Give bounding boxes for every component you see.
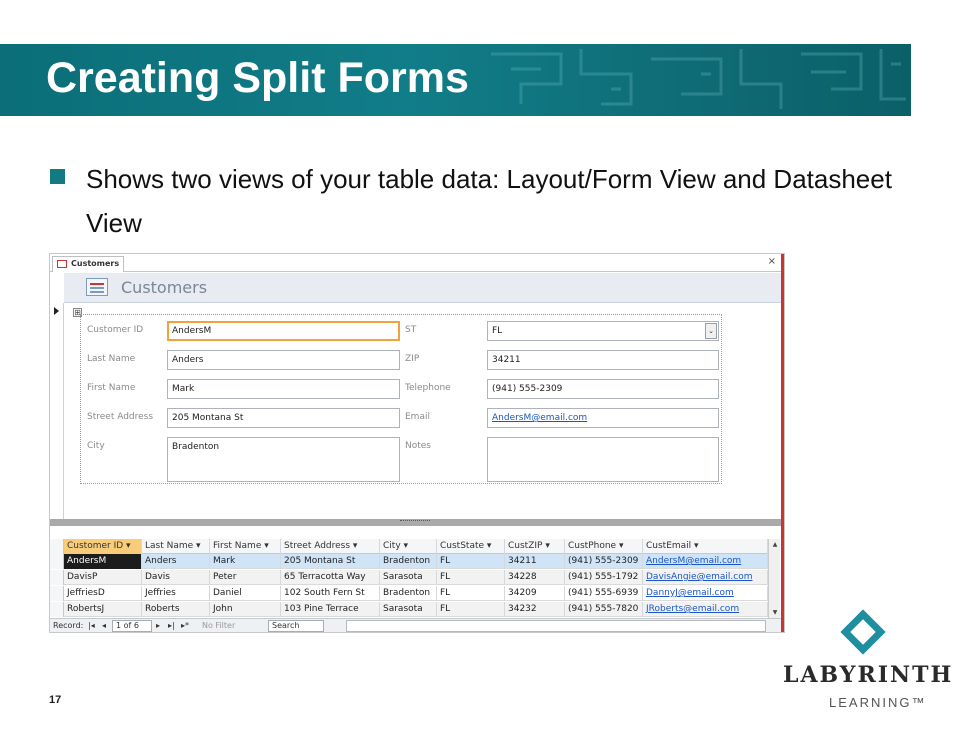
city-label: City	[87, 441, 105, 451]
row-selector[interactable]	[50, 586, 64, 601]
email-field[interactable]: AndersM@email.com	[487, 408, 719, 428]
column-header[interactable]: Last Name ▾	[142, 539, 210, 554]
select-all-cell[interactable]	[50, 539, 64, 554]
table-cell[interactable]: 65 Terracotta Way	[281, 570, 380, 585]
table-cell[interactable]: JRoberts@email.com	[643, 602, 768, 617]
last-name-field[interactable]: Anders	[167, 350, 400, 370]
close-icon[interactable]: ×	[767, 256, 776, 267]
email-label: Email	[405, 412, 430, 422]
labyrinth-diamond-logo-icon	[840, 609, 885, 654]
table-cell[interactable]: RobertsJ	[64, 602, 142, 617]
previous-record-icon[interactable]: ◂	[102, 621, 107, 630]
search-box[interactable]: Search	[268, 620, 324, 632]
splitter-grip[interactable]	[400, 520, 430, 522]
record-navigation-bar	[50, 618, 783, 633]
table-cell[interactable]: Bradenton	[380, 554, 437, 569]
logo-wordmark: LABYRINTH	[783, 662, 954, 688]
new-record-icon[interactable]: ▸*	[181, 621, 190, 630]
table-cell[interactable]: Peter	[210, 570, 281, 585]
window-edge-accent	[781, 254, 784, 633]
telephone-label: Telephone	[405, 383, 451, 393]
table-cell[interactable]: (941) 555-7820	[565, 602, 643, 617]
first-name-field[interactable]: Mark	[167, 379, 400, 399]
record-label: Record:	[53, 621, 84, 630]
table-cell[interactable]: Bradenton	[380, 586, 437, 601]
last-name-label: Last Name	[87, 354, 136, 364]
scroll-up-icon[interactable]: ▲	[772, 541, 778, 548]
zip-label: ZIP	[405, 354, 420, 364]
table-cell[interactable]: Sarasota	[380, 570, 437, 585]
last-record-icon[interactable]: ▸|	[168, 621, 175, 630]
table-cell[interactable]: JeffriesD	[64, 586, 142, 601]
chevron-down-icon[interactable]: ⌄	[705, 323, 717, 339]
current-record-arrow-icon	[54, 307, 59, 315]
page-number: 17	[49, 694, 62, 706]
table-cell[interactable]: AndersM	[64, 554, 142, 569]
st-value: FL	[492, 326, 503, 336]
table-cell[interactable]: Mark	[210, 554, 281, 569]
current-record-field[interactable]: 1 of 6	[112, 620, 152, 632]
scroll-down-icon[interactable]: ▼	[772, 609, 778, 616]
table-row[interactable]	[50, 602, 768, 617]
first-name-label: First Name	[87, 383, 136, 393]
table-cell[interactable]: 102 South Fern St	[281, 586, 380, 601]
logo-subtitle: LEARNING™	[829, 695, 927, 710]
table-cell[interactable]: John	[210, 602, 281, 617]
table-cell[interactable]: FL	[437, 570, 505, 585]
column-header[interactable]: CustState ▾	[437, 539, 505, 554]
datasheet-vertical-scrollbar[interactable]	[768, 539, 780, 619]
table-cell[interactable]: FL	[437, 554, 505, 569]
table-cell[interactable]: FL	[437, 586, 505, 601]
notes-label: Notes	[405, 441, 431, 451]
document-tab-bar	[50, 254, 785, 272]
table-cell[interactable]: Daniel	[210, 586, 281, 601]
filter-indicator[interactable]: No Filter	[202, 621, 236, 630]
maze-pattern-decoration	[481, 44, 911, 116]
customer-id-field[interactable]: AndersM	[167, 321, 400, 341]
table-row[interactable]	[50, 554, 768, 569]
st-label: ST	[405, 325, 417, 335]
zip-field[interactable]: 34211	[487, 350, 719, 370]
form-header-icon	[86, 278, 108, 296]
form-header	[64, 273, 782, 303]
tab-label: Customers	[71, 259, 120, 268]
record-selector[interactable]	[50, 303, 64, 519]
row-selector[interactable]	[50, 554, 64, 569]
telephone-field[interactable]: (941) 555-2309	[487, 379, 719, 399]
street-address-label: Street Address	[87, 412, 154, 422]
table-cell[interactable]: AndersM@email.com	[643, 554, 768, 569]
title-banner	[0, 44, 911, 116]
split-form-splitter[interactable]	[50, 519, 783, 526]
column-header[interactable]: CustPhone ▾	[565, 539, 643, 554]
street-address-field[interactable]: 205 Montana St	[167, 408, 400, 428]
table-cell[interactable]: (941) 555-6939	[565, 586, 643, 601]
table-cell[interactable]: Sarasota	[380, 602, 437, 617]
table-cell[interactable]: DannyJ@email.com	[643, 586, 768, 601]
row-selector[interactable]	[50, 602, 64, 617]
column-header[interactable]: Customer ID ▾	[64, 539, 142, 554]
access-split-form-window	[49, 253, 785, 633]
bullet-marker	[50, 169, 65, 184]
bullet-text: Shows two views of your table data: Layout/Form View and Datasheet View	[86, 164, 892, 238]
table-row[interactable]	[50, 586, 768, 601]
table-cell[interactable]: Davis	[142, 570, 210, 585]
city-field[interactable]: Bradenton	[167, 437, 400, 482]
notes-field[interactable]	[487, 437, 719, 482]
column-header[interactable]: First Name ▾	[210, 539, 281, 554]
form-view	[65, 304, 782, 518]
table-cell[interactable]: Roberts	[142, 602, 210, 617]
table-cell[interactable]: 34211	[505, 554, 565, 569]
form-header-title: Customers	[121, 278, 208, 297]
table-cell[interactable]: DavisP	[64, 570, 142, 585]
column-header[interactable]: CustEmail ▾	[643, 539, 768, 554]
table-cell[interactable]: 103 Pine Terrace	[281, 602, 380, 617]
table-cell[interactable]: 34228	[505, 570, 565, 585]
row-selector[interactable]	[50, 570, 64, 585]
slide-title: Creating Split Forms	[46, 54, 469, 102]
customer-id-label: Customer ID	[87, 325, 144, 335]
table-cell[interactable]: Anders	[142, 554, 210, 569]
st-combobox[interactable]	[487, 321, 719, 341]
first-record-icon[interactable]: |◂	[88, 621, 95, 630]
column-header[interactable]: CustZIP ▾	[505, 539, 565, 554]
table-cell[interactable]: 205 Montana St	[281, 554, 380, 569]
layout-selector-icon[interactable]: ⊞	[74, 308, 81, 317]
table-cell[interactable]: (941) 555-1792	[565, 570, 643, 585]
table-row[interactable]	[50, 570, 768, 585]
table-cell[interactable]: Jeffries	[142, 586, 210, 601]
table-cell[interactable]: DavisAngie@email.com	[643, 570, 768, 585]
table-cell[interactable]: 34232	[505, 602, 565, 617]
table-cell[interactable]: FL	[437, 602, 505, 617]
horizontal-scrollbar[interactable]	[346, 620, 766, 632]
table-cell[interactable]: (941) 555-2309	[565, 554, 643, 569]
column-header[interactable]: Street Address ▾	[281, 539, 380, 554]
datasheet-header-row	[50, 539, 768, 554]
table-cell[interactable]: 34209	[505, 586, 565, 601]
form-icon	[57, 260, 67, 268]
datasheet-view	[50, 526, 783, 618]
column-header[interactable]: City ▾	[380, 539, 437, 554]
next-record-icon[interactable]: ▸	[156, 621, 161, 630]
tab-customers[interactable]	[52, 256, 124, 272]
